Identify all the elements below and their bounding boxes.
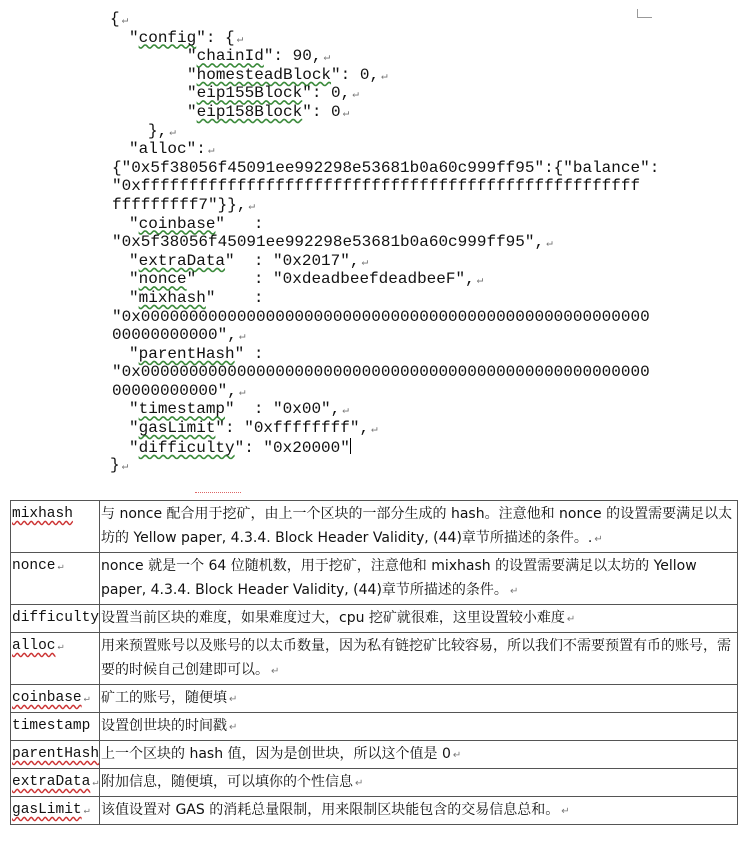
paragraph-mark-icon: ↵ — [355, 778, 364, 789]
field-name-cell — [11, 553, 100, 605]
paragraph-mark-icon: ↵ — [476, 275, 484, 288]
code-line — [0, 29, 749, 48]
paragraph-mark-icon: ↵ — [452, 750, 462, 761]
paragraph-mark-icon: ↵ — [121, 461, 129, 474]
spellcheck-underline: eip158Block — [196, 102, 303, 121]
paragraph-mark-icon: ↵ — [561, 806, 570, 817]
field-description-cell — [100, 501, 738, 553]
code-line — [0, 177, 749, 196]
paragraph-mark-icon: ↵ — [509, 586, 519, 597]
code-line-text: "parentHash" : — [129, 344, 264, 363]
code-line — [0, 345, 749, 364]
spellcheck-underline: gasLimit — [138, 419, 216, 438]
genesis-fields-table — [10, 500, 738, 825]
genesis-json-code-block — [0, 10, 749, 475]
code-line — [0, 84, 749, 103]
spellcheck-underline: mixhash — [138, 288, 206, 307]
code-line-text: "0x00000000000000000000000000000000000000000000000000000 — [112, 307, 650, 326]
paragraph-mark-icon: ↵ — [229, 722, 238, 733]
field-description-cell — [100, 553, 738, 605]
field-name-cell — [11, 685, 100, 713]
field-description: 与 nonce 配合用于挖矿，由上一个区块的一部分生成的 hash。注意他和 nonce 的设置需要满足以太坊的 Yellow paper, 4.3.4. Block Header Validity, (44)章节所描述的条件。. — [101, 506, 733, 546]
field-name: timestamp — [12, 718, 91, 734]
code-line-text: "nonce" : "0xdeadbeefdeadbeeF", — [129, 270, 475, 289]
code-line — [0, 215, 749, 234]
paragraph-mark-icon: ↵ — [236, 33, 244, 46]
code-line — [0, 289, 749, 308]
paragraph-mark-icon: ↵ — [342, 107, 350, 120]
code-line — [0, 270, 749, 289]
spellcheck-underline: timestamp — [138, 400, 226, 419]
code-line-text: }, — [148, 121, 168, 140]
field-description: 该值设置对 GAS 的消耗总量限制，用来限制区块能包含的交易信息总和。 — [101, 802, 560, 818]
code-line-text: "config": { — [129, 28, 235, 47]
field-description-cell — [100, 713, 738, 741]
paragraph-mark-icon: ↵ — [238, 386, 246, 399]
table-row — [11, 605, 738, 633]
paragraph-mark-icon: ↵ — [323, 52, 331, 65]
field-description-cell — [100, 797, 738, 825]
paragraph-mark-icon: ↵ — [57, 562, 64, 573]
code-line-text: "eip158Block": 0 — [187, 102, 341, 121]
code-line — [0, 326, 749, 345]
field-name-cell — [11, 769, 100, 797]
spellcheck-underline: config — [138, 28, 197, 47]
field-name: coinbase — [12, 690, 82, 706]
paragraph-mark-icon: ↵ — [361, 256, 369, 269]
field-description-cell — [100, 685, 738, 713]
table-row — [11, 713, 738, 741]
field-name: alloc — [12, 638, 56, 654]
paragraph-mark-icon: ↵ — [238, 331, 246, 344]
paragraph-mark-icon: ↵ — [57, 642, 64, 653]
field-description-cell — [100, 769, 738, 797]
code-line — [0, 66, 749, 85]
code-line-text: "difficulty": "0x20000" — [129, 438, 350, 457]
code-line — [0, 196, 749, 215]
code-line-text: "timestamp" : "0x00", — [129, 400, 341, 419]
table-row — [11, 741, 738, 769]
paragraph-mark-icon: ↵ — [169, 126, 176, 139]
field-name-cell — [11, 633, 100, 685]
code-line — [0, 252, 749, 271]
paragraph-mark-icon: ↵ — [83, 694, 90, 705]
code-line — [0, 233, 749, 252]
paragraph-mark-icon: ↵ — [271, 666, 280, 677]
field-description-cell — [100, 741, 738, 769]
code-line-text: "alloc": — [129, 140, 206, 159]
field-name-cell — [11, 713, 100, 741]
paragraph-mark-icon: ↵ — [229, 694, 238, 705]
field-description: 设置当前区块的难度，如果难度过大，cpu 挖矿就很难，这里设置较小难度 — [101, 610, 565, 626]
field-name-cell — [11, 797, 100, 825]
field-description-cell — [100, 605, 738, 633]
code-line — [0, 400, 749, 419]
field-name: difficulty — [12, 610, 100, 626]
code-line-text: 00000000000", — [112, 381, 237, 400]
field-description: nonce 就是一个 64 位随机数，用于挖矿，注意他和 mixhash 的设置需要满足以太坊的 Yellow paper, 4.3.4. Block Header Validity, (44)章节所描述的条件。 — [101, 558, 697, 598]
paragraph-mark-icon: ↵ — [381, 70, 388, 83]
paragraph-mark-icon: ↵ — [92, 778, 99, 789]
spellcheck-underline: chainId — [196, 47, 264, 66]
code-line — [0, 159, 749, 178]
code-line-text: "0x00000000000000000000000000000000000000000000000000000 — [112, 363, 650, 382]
table-row — [11, 501, 738, 553]
paragraph-mark-icon: ↵ — [207, 145, 215, 158]
paragraph-mark-icon: ↵ — [342, 405, 349, 418]
spellcheck-underline: coinbase — [138, 214, 216, 233]
field-name-cell — [11, 605, 100, 633]
code-line-text: {"0x5f38056f45091ee992298e53681b0a60c999ff95":{"balance": — [112, 158, 660, 177]
field-name: gasLimit — [12, 802, 82, 818]
code-line-text: "homesteadBlock": 0, — [187, 65, 380, 84]
code-line — [0, 10, 749, 29]
code-line — [0, 419, 749, 438]
code-line-text: "0xffffffffffffffffffffffffffffffffffffffffffffffffffff — [112, 177, 641, 196]
field-description: 设置创世块的时间戳 — [101, 718, 227, 734]
code-line — [0, 122, 749, 141]
field-description: 用来预置账号以及账号的以太币数量，因为私有链挖矿比较容易，所以我们不需要预置有币的账号，需要的时候自己创建即可以。 — [101, 638, 731, 678]
paragraph-mark-icon: ↵ — [566, 614, 576, 625]
code-line-text: 00000000000", — [112, 326, 237, 345]
field-name-cell — [11, 501, 100, 553]
table-row — [11, 553, 738, 605]
code-line — [0, 308, 749, 327]
field-description: 附加信息，随便填，可以填你的个性信息 — [101, 774, 353, 790]
spellcheck-underline: eip155Block — [196, 84, 303, 103]
code-line-text: } — [110, 456, 120, 475]
field-description-cell — [100, 633, 738, 685]
code-line — [0, 382, 749, 401]
field-description: 矿工的账号，随便填 — [101, 690, 227, 706]
paragraph-mark-icon: ↵ — [546, 238, 553, 251]
spellcheck-underline: homesteadBlock — [196, 65, 332, 84]
field-name: parentHash — [12, 746, 100, 762]
paragraph-mark-icon: ↵ — [121, 15, 129, 27]
field-name: extraData — [12, 774, 91, 790]
table-row — [11, 633, 738, 685]
table-row — [11, 685, 738, 713]
table-row — [11, 769, 738, 797]
code-line-text: "chainId": 90, — [187, 47, 322, 66]
code-line-text: "eip155Block": 0, — [187, 84, 351, 103]
code-line-text: "coinbase" : — [129, 214, 264, 233]
paragraph-mark-icon: ↵ — [594, 534, 603, 545]
code-line-text: { — [110, 10, 120, 28]
paragraph-mark-icon: ↵ — [352, 89, 359, 102]
spellcheck-dots — [195, 492, 241, 493]
code-line — [0, 438, 749, 457]
code-line — [0, 47, 749, 66]
code-line-text: "gasLimit": "0xffffffff", — [129, 419, 370, 438]
code-line — [0, 456, 749, 475]
spellcheck-underline: difficulty — [138, 438, 235, 457]
field-name-cell — [11, 741, 100, 769]
spellcheck-underline: parentHash — [138, 344, 235, 363]
field-name: mixhash — [12, 506, 73, 522]
code-line-text: "extraData" : "0x2017", — [129, 251, 360, 270]
code-line-text: "mixhash" : — [129, 288, 264, 307]
text-cursor — [350, 438, 351, 454]
code-line — [0, 103, 749, 122]
paragraph-mark-icon: ↵ — [371, 424, 378, 437]
table-row — [11, 797, 738, 825]
spellcheck-underline: nonce — [138, 270, 187, 289]
code-line-text: "0x5f38056f45091ee992298e53681b0a60c999ff95", — [112, 233, 545, 252]
code-line — [0, 140, 749, 159]
code-line — [0, 363, 749, 382]
field-name: nonce — [12, 558, 56, 574]
code-line-text: fffffffff7"}}, — [112, 195, 247, 214]
field-description: 上一个区块的 hash 值，因为是创世块，所以这个值是 0 — [101, 746, 451, 762]
paragraph-mark-icon: ↵ — [248, 200, 256, 213]
paragraph-mark-icon: ↵ — [83, 806, 90, 817]
spellcheck-underline: extraData — [138, 251, 226, 270]
